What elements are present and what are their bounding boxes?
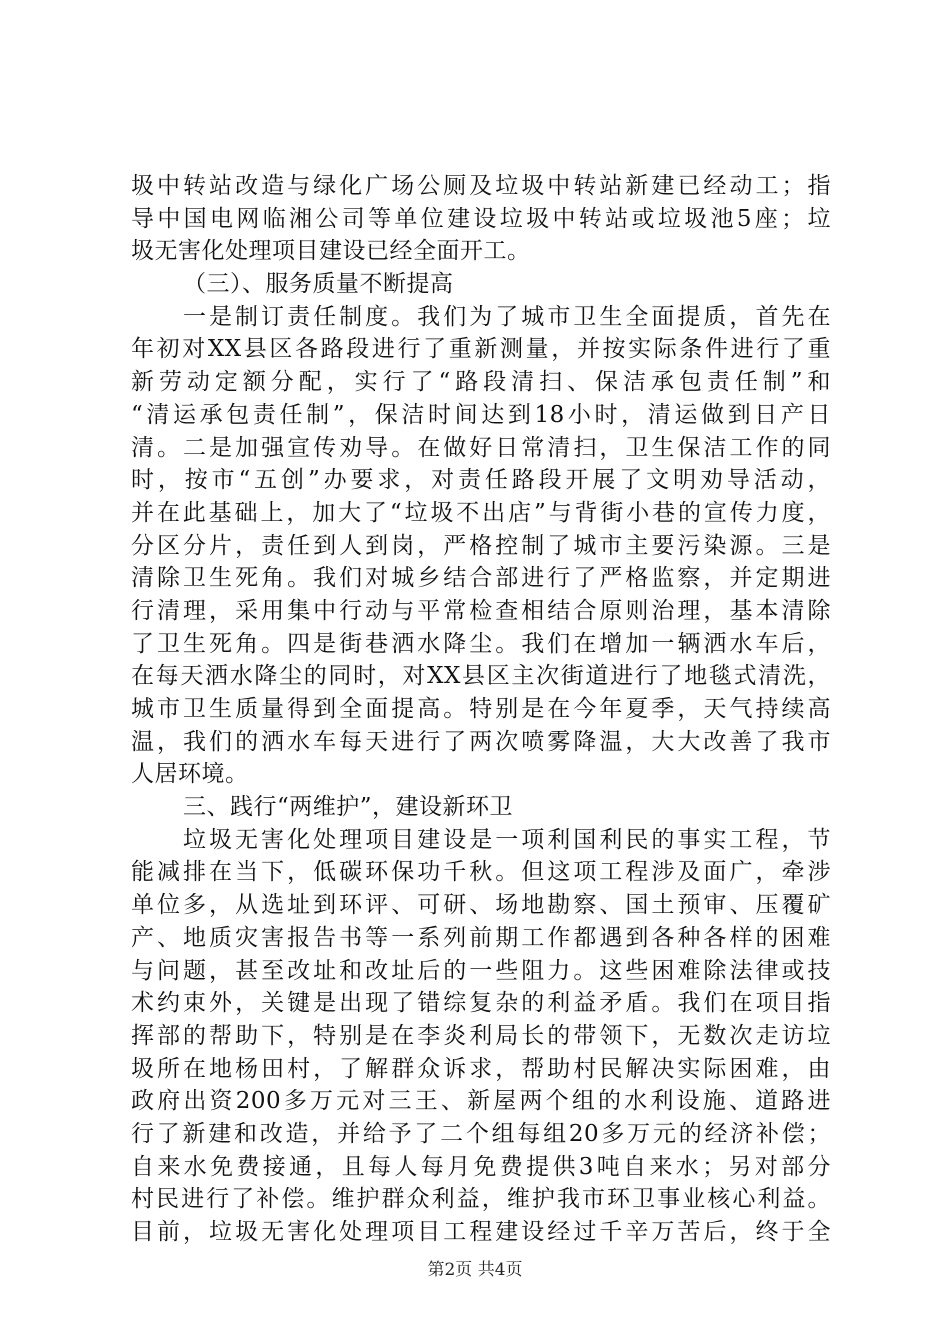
text-line: 能减排在当下，低碳环保功千秋。但这项工程涉及面广，牵涉 — [131, 859, 831, 886]
text-line: 单位多，从选址到环评、可研、场地勘察、国土预审、压覆矿 — [131, 892, 831, 919]
text-line: 年初对XX县区各路段进行了重新测量，并按实际条件进行了重 — [131, 336, 831, 363]
text-line: 清除卫生死角。我们对城乡结合部进行了严格监察，并定期进 — [131, 565, 831, 592]
text-line: 并在此基础上，加大了“垃圾不出店”与背街小巷的宣传力度， — [131, 499, 831, 526]
text-line: 行了新建和改造，并给予了二个组每组20多万元的经济补偿； — [131, 1120, 831, 1147]
text-line: 一是制订责任制度。我们为了城市卫生全面提质，首先在 — [183, 303, 831, 330]
text-line: 人居环境。 — [131, 761, 249, 788]
text-line: 城市卫生质量得到全面提高。特别是在今年夏季，天气持续高 — [131, 696, 831, 722]
text-line: 垃圾无害化处理项目建设是一项利国利民的事实工程，节 — [183, 826, 831, 853]
text-line: 挥部的帮助下，特别是在李炎利局长的带领下，无数次走访垃 — [131, 1022, 831, 1049]
text-line: 政府出资200多万元对三王、新屋两个组的水利设施、道路进 — [131, 1088, 831, 1115]
text-line: “清运承包责任制”，保洁时间达到18小时，清运做到日产日 — [131, 401, 831, 428]
text-line: 温，我们的洒水车每天进行了两次喷雾降温，大大改善了我市 — [131, 728, 831, 755]
text-line: 村民进行了补偿。维护群众利益，维护我市环卫事业核心利益。 — [131, 1186, 831, 1213]
text-line: 圾中转站改造与绿化广场公厕及垃圾中转站新建已经动工；指 — [131, 173, 831, 199]
text-line: 清。二是加强宣传劝导。在做好日常清扫，卫生保洁工作的同 — [131, 434, 831, 461]
text-line: 分区分片，责任到人到岗，严格控制了城市主要污染源。三是 — [131, 532, 831, 559]
text-line: 与问题，甚至改址和改址后的一些阻力。这些困难除法律或技 — [131, 957, 831, 984]
text-line: 时，按市“五创”办要求，对责任路段开展了文明劝导活动， — [131, 467, 831, 494]
text-line: 术约束外，关键是出现了错综复杂的利益矛盾。我们在项目指 — [131, 990, 831, 1017]
text-line: 导中国电网临湘公司等单位建设垃圾中转站或垃圾池5座；垃 — [131, 205, 831, 232]
text-line: 自来水免费接通，且每人每月免费提供3吨自来水；另对部分 — [131, 1153, 831, 1180]
text-line: 新劳动定额分配，实行了“路段清扫、保洁承包责任制”和 — [131, 369, 831, 396]
section-heading: （三）、服务质量不断提高 — [183, 271, 454, 298]
body-text — [131, 170, 831, 1249]
text-line: 圾无害化处理项目建设已经全面开工。 — [131, 238, 531, 265]
text-line: 目前，垃圾无害化处理项目工程建设经过千辛万苦后，终于全 — [131, 1219, 831, 1245]
text-line: 在每天洒水降尘的同时，对XX县区主次街道进行了地毯式清洗， — [131, 663, 831, 690]
page-footer: 第2页 共4页 — [427, 1260, 523, 1280]
text-line: 产、地质灾害报告书等一系列前期工作都遇到各种各样的困难 — [131, 924, 831, 951]
text-line: 了卫生死角。四是街巷洒水降尘。我们在增加一辆洒水车后， — [131, 630, 831, 657]
text-line: 圾所在地杨田村，了解群众诉求，帮助村民解决实际困难，由 — [131, 1055, 831, 1082]
section-heading: 三、践行“两维护”，建设新环卫 — [183, 794, 514, 821]
text-line: 行清理，采用集中行动与平常检查相结合原则治理，基本清除 — [131, 597, 831, 624]
